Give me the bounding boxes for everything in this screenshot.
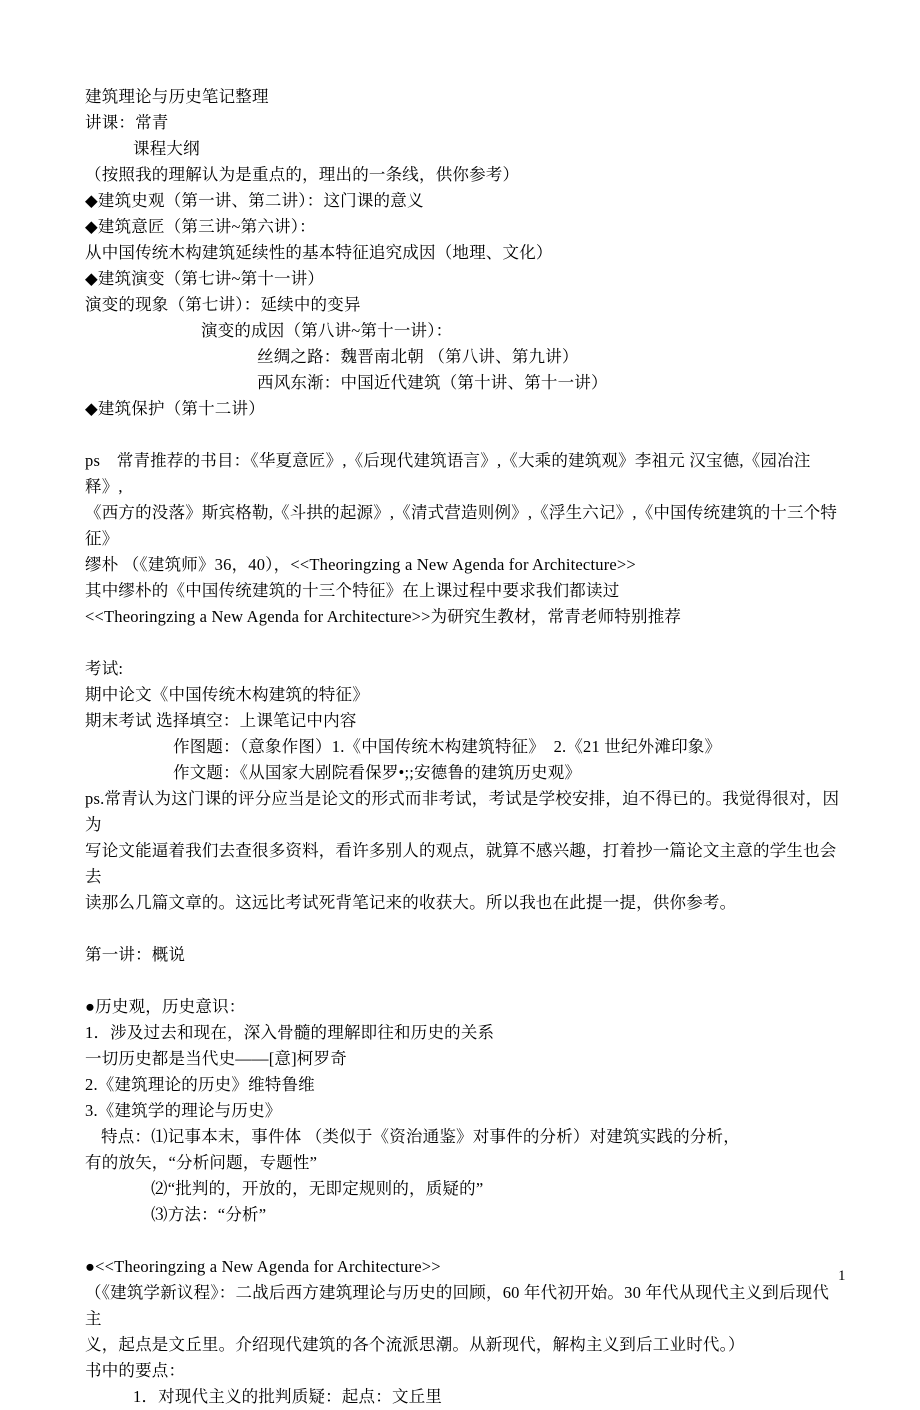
- doc-line: 2.《建筑理论的历史》维特鲁维: [85, 1075, 315, 1094]
- doc-line: 缪朴 （《建筑师》36，40），<<Theoringzing a New Agenda for Architecture>>: [85, 555, 636, 574]
- doc-line: 写论文能逼着我们去查很多资料，看许多别人的观点，就算不感兴趣，打着抄一篇论文主意的学生也会去: [85, 841, 837, 886]
- blank-line: [85, 630, 842, 656]
- doc-line: ◆建筑演变（第七讲~第十一讲）: [85, 269, 325, 288]
- doc-line: 1．对现代主义的批判质疑：起点：文丘里: [133, 1387, 443, 1406]
- doc-line: 课程大纲: [133, 139, 200, 158]
- doc-line: 考试:: [85, 659, 124, 678]
- doc-line: ●历史观，历史意识：: [85, 997, 246, 1016]
- doc-line: 义，起点是文丘里。介绍现代建筑的各个流派思潮。从新现代，解构主义到后工业时代。）: [85, 1335, 745, 1354]
- doc-line: 《西方的没落》斯宾格勒,《斗拱的起源》,《清式营造则例》,《浮生六记》,《中国传统建筑的十三个特征》: [85, 503, 838, 548]
- blank-line: [85, 1228, 842, 1254]
- doc-line: ps 常青推荐的书目：《华夏意匠》,《后现代建筑语言》,《大乘的建筑观》李祖元 汉宝德,《园冶注释》,: [85, 451, 811, 496]
- doc-line: 读那么几篇文章的。这远比考试死背笔记来的收获大。所以我也在此提一提，供你参考。: [85, 893, 737, 912]
- doc-line: ◆建筑意匠（第三讲~第六讲）：: [85, 217, 316, 236]
- doc-line: （《建筑学新议程》：二战后西方建筑理论与历史的回顾，60 年代初开始。30 年代从现代主义到后现代主: [85, 1283, 830, 1328]
- doc-line: 演变的现象（第七讲）：延续中的变异: [85, 295, 361, 314]
- doc-line: 作文题：《从国家大剧院看保罗•;;安德鲁的建筑历史观》: [173, 763, 582, 782]
- doc-line: ⑶方法：“分析”: [151, 1205, 267, 1224]
- doc-line: ps.常青认为这门课的评分应当是论文的形式而非考试，考试是学校安排，迫不得已的。我觉得很对，因为: [85, 789, 840, 834]
- doc-line: 特点：⑴记事本末，事件体 （类似于《资治通鉴》对事件的分析）对建筑实践的分析，: [101, 1127, 740, 1146]
- doc-line: ◆建筑保护（第十二讲）: [85, 399, 265, 418]
- doc-line: 期中论文《中国传统木构建筑的特征》: [85, 685, 369, 704]
- doc-line: 西风东渐：中国近代建筑（第十讲、第十一讲）: [257, 373, 608, 392]
- page-number: 1: [838, 1268, 846, 1284]
- doc-line: 期末考试 选择填空：上课笔记中内容: [85, 711, 357, 730]
- doc-line: ◆建筑史观（第一讲、第二讲）：这门课的意义: [85, 191, 424, 210]
- doc-line: 1．涉及过去和现在，深入骨髓的理解即往和历史的关系: [85, 1023, 495, 1042]
- doc-line: ⑵“批判的，开放的，无即定规则的，质疑的”: [151, 1179, 484, 1198]
- doc-line: <<Theoringzing a New Agenda for Architecture>>为研究生教材，常青老师特别推荐: [85, 607, 682, 626]
- doc-line: 演变的成因（第八讲~第十一讲）：: [201, 321, 453, 340]
- section-heading: 第一讲：概说: [85, 945, 186, 964]
- doc-line: 有的放矢，“分析问题，专题性”: [85, 1153, 318, 1172]
- doc-line: 其中缪朴的《中国传统建筑的十三个特征》在上课过程中要求我们都读过: [85, 581, 620, 600]
- blank-line: [85, 968, 842, 994]
- doc-line: 讲课：常青: [85, 113, 169, 132]
- blank-line: [85, 422, 842, 448]
- doc-line: 3.《建筑学的理论与历史》: [85, 1101, 282, 1120]
- doc-line: 一切历史都是当代史——[意]柯罗奇: [85, 1049, 347, 1068]
- doc-line: 丝绸之路：魏晋南北朝 （第八讲、第九讲）: [257, 347, 579, 366]
- doc-line: 从中国传统木构建筑延续性的基本特征追究成因（地理、文化）: [85, 243, 553, 262]
- doc-title: 建筑理论与历史笔记整理: [85, 87, 269, 106]
- doc-line: ●<<Theoringzing a New Agenda for Architecture>>: [85, 1257, 441, 1276]
- blank-line: [85, 916, 842, 942]
- doc-line: 作图题：（意象作图）1.《中国传统木构建筑特征》 2.《21 世纪外滩印象》: [173, 737, 722, 756]
- doc-line: 书中的要点：: [85, 1361, 186, 1380]
- doc-line: （按照我的理解认为是重点的，理出的一条线，供你参考）: [85, 165, 520, 184]
